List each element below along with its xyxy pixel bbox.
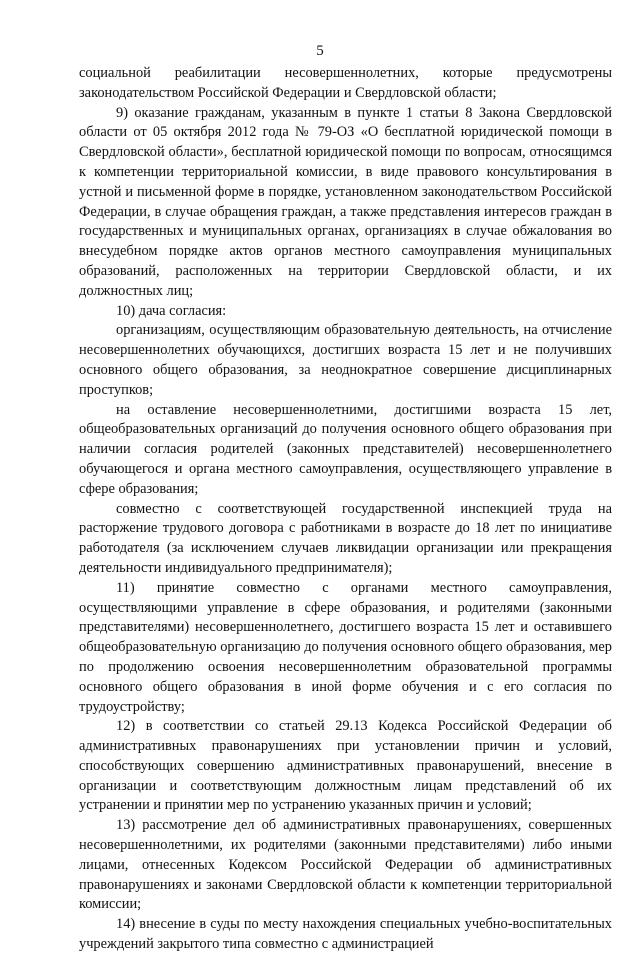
paragraph-item-9: 9) оказание гражданам, указанным в пункте 1 статьи 8 Закона Свердловской области от 05 октября 2012 года № 79-ОЗ «О бесплатной юридической помощи в Свердловской области», бесплатной юридической помощи по вопросам, относящимся к компетенции территориальной комиссии, в виде правового консультирования в устной и письменной форме в порядке, установленном законодательством Российской Федерации, в случае обращения граждан, а также представления интересов граждан в государственных и муниципальных органах, организациях в случае обжалования во внесудебном порядке актов органов местного самоуправления муниципальных образований, расположенных на территории Свердловской области, и их должностных лиц; [79, 104, 612, 299]
paragraph-item-10: 10) дача согласия: [116, 302, 227, 319]
paragraph-item-12: 12) в соответствии со статьей 29.13 Кодекса Российской Федерации об административных правонарушениях при установлении причин и условий, способствующих совершению административных правонарушений, внесение в организации и соответствующим должностным лицам представлений об их устранении и принятии мер по устранению указанных причин и условий; [79, 718, 612, 814]
paragraph-item-11: 11) принятие совместно с органами местного самоуправления, осуществляющими управление в сфере образования, и родителями (законными представителями) несовершеннолетнего, достигшего возраста 15 лет и оставившего общеобразовательную организацию до получения основного общего образования, мер по продолжению освоения несовершеннолетним образовательной программы основного общего образования в иной форме обучения и с его согласия по трудоустройству; [79, 579, 612, 715]
paragraph-item-14: 14) внесение в суды по месту нахождения специальных учебно-воспитательных учреждений закрытого типа совместно с администрацией [79, 916, 612, 953]
paragraph-item-10-leaving-school: на оставление несовершеннолетними, достигшими возраста 15 лет, общеобразовательных организаций до получения основного общего образования при наличии согласия родителей (законных представителей) несовершеннолетнего обучающегося и органа местного самоуправления, осуществляющего управление в сфере образования; [79, 401, 612, 497]
paragraph-item-13: 13) рассмотрение дел об административных правонарушениях, совершенных несовершеннолетними, их родителями (законными представителями) либо иными лицами, отнесенных Кодексом Российской Федерации об административных правонарушениях и законами Свердловской области к компетенции территориальной комиссии; [79, 817, 612, 913]
page-number: 5 [316, 43, 324, 59]
document-body [79, 64, 612, 955]
paragraph-item-10-labor-contract: совместно с соответствующей государственной инспекцией труда на расторжение трудового договора с работниками в возрасте до 18 лет по инициативе работодателя (за исключением случаев ликвидации организации или прекращения деятельности индивидуального предпринимателя); [79, 500, 612, 576]
paragraph-continuation: социальной реабилитации несовершеннолетних, которые предусмотрены законодательством Российской Федерации и Свердловской области; [79, 65, 612, 101]
paragraph-item-10-expulsion: организациям, осуществляющим образовательную деятельность, на отчисление несовершеннолетних обучающихся, достигших возраста 15 лет и не получивших основного общего образования, за неоднократное совершение дисциплинарных проступков; [79, 322, 612, 398]
